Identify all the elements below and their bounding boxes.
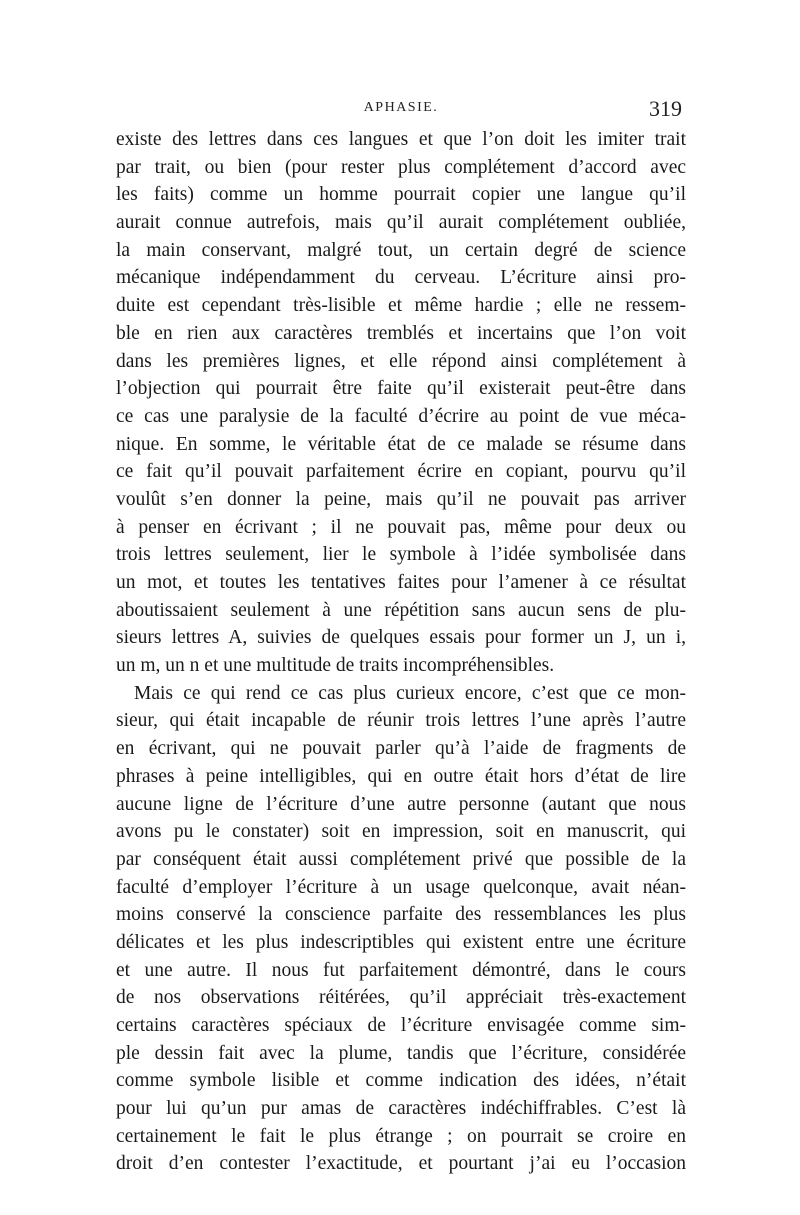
text-line: un mot, et toutes les tentatives faites pour l’amener à ce résultat <box>116 572 686 593</box>
text-line: mécanique indépendamment du cerveau. L’écriture ainsi pro- <box>116 267 686 289</box>
text-line: certainement le fait le plus étrange ; on pourrait se croire en <box>116 1125 686 1147</box>
text-line: comme symbole lisible et comme indication des idées, n’était <box>116 1070 686 1092</box>
text-line: l’objection qui pourrait être faite qu’il existerait peut-être dans <box>116 378 686 400</box>
text-line: sieur, qui était incapable de réunir trois lettres l’une après l’autre <box>116 710 686 732</box>
text-line: sieurs lettres A, suivies de quelques essais pour former un J, un i, <box>116 627 686 649</box>
text-line: par trait, ou bien (pour rester plus complétement d’accord avec <box>116 156 686 178</box>
text-line: ce cas une paralysie de la faculté d’écrire au point de vue méca- <box>116 405 686 427</box>
text-line: nique. En somme, le véritable état de ce malade se résume dans <box>116 433 686 455</box>
text-line: par conséquent était aussi complétement privé que possible de la <box>116 848 686 870</box>
text-line: un m, un n et une multitude de traits incompréhensibles. <box>116 655 555 677</box>
text-line: à penser en écrivant ; il ne pouvait pas, même pour deux ou <box>116 516 686 538</box>
text-line: ble en rien aux caractères tremblés et incertains que l’on voit <box>116 322 686 344</box>
text-line: aurait connue autrefois, mais qu’il aurait complétement oubliée, <box>116 212 686 234</box>
text-line: de nos observations réitérées, qu’il appréciait très-exactement <box>116 987 686 1009</box>
text-line: ple dessin fait avec la plume, tandis que l’écriture, considérée <box>116 1042 686 1064</box>
text-line: moins conservé la conscience parfaite des ressemblances les plus <box>116 904 686 926</box>
text-line: les faits) comme un homme pourrait copier une langue qu’il <box>116 184 686 206</box>
text-line: aucune ligne de l’écriture d’une autre personne (autant que nous <box>116 793 686 815</box>
text-line: et une autre. Il nous fut parfaitement démontré, dans le cours <box>116 959 686 981</box>
text-line: droit d’en contester l’exactitude, et pourtant j’ai eu l’occasion <box>116 1153 686 1175</box>
text-line: certains caractères spéciaux de l’écriture envisagée comme sim- <box>116 1015 686 1036</box>
text-line: phrases à peine intelligibles, qui en outre était hors d’état de lire <box>116 765 686 787</box>
running-title: APHASIE. <box>363 100 439 115</box>
text-line: Mais ce qui rend ce cas plus curieux encore, c’est que ce mon- <box>134 682 686 704</box>
page-number: 319 <box>649 96 682 121</box>
paragraph <box>116 126 686 680</box>
text-line: voulût s’en donner la peine, mais qu’il ne pouvait pas arriver <box>116 488 686 510</box>
paragraph <box>116 680 686 1178</box>
body-text <box>116 126 686 1178</box>
running-head <box>116 96 686 126</box>
text-line: ce fait qu’il pouvait parfaitement écrire en copiant, pourvu qu’il <box>116 461 686 483</box>
text-line: dans les premières lignes, et elle répond ainsi complétement à <box>116 350 686 372</box>
text-line: pour lui qu’un pur amas de caractères indéchiffrables. C’est là <box>116 1098 686 1120</box>
text-line: aboutissaient seulement à une répétition sans aucun sens de plu- <box>116 599 686 621</box>
text-line: faculté d’employer l’écriture à un usage quelconque, avait néan- <box>116 876 686 898</box>
text-line: trois lettres seulement, lier le symbole à l’idée symbolisée dans <box>116 544 686 566</box>
text-line: avons pu le constater) soit en impression, soit en manuscrit, qui <box>116 821 686 843</box>
text-line: en écrivant, qui ne pouvait parler qu’à l’aide de fragments de <box>116 738 686 760</box>
text-line: duite est cependant très-lisible et même hardie ; elle ne ressem- <box>116 295 686 317</box>
text-line: délicates et les plus indescriptibles qui existent entre une écriture <box>116 931 686 953</box>
text-line: existe des lettres dans ces langues et que l’on doit les imiter trait <box>116 129 686 150</box>
text-line: la main conservant, malgré tout, un certain degré de science <box>116 239 686 261</box>
